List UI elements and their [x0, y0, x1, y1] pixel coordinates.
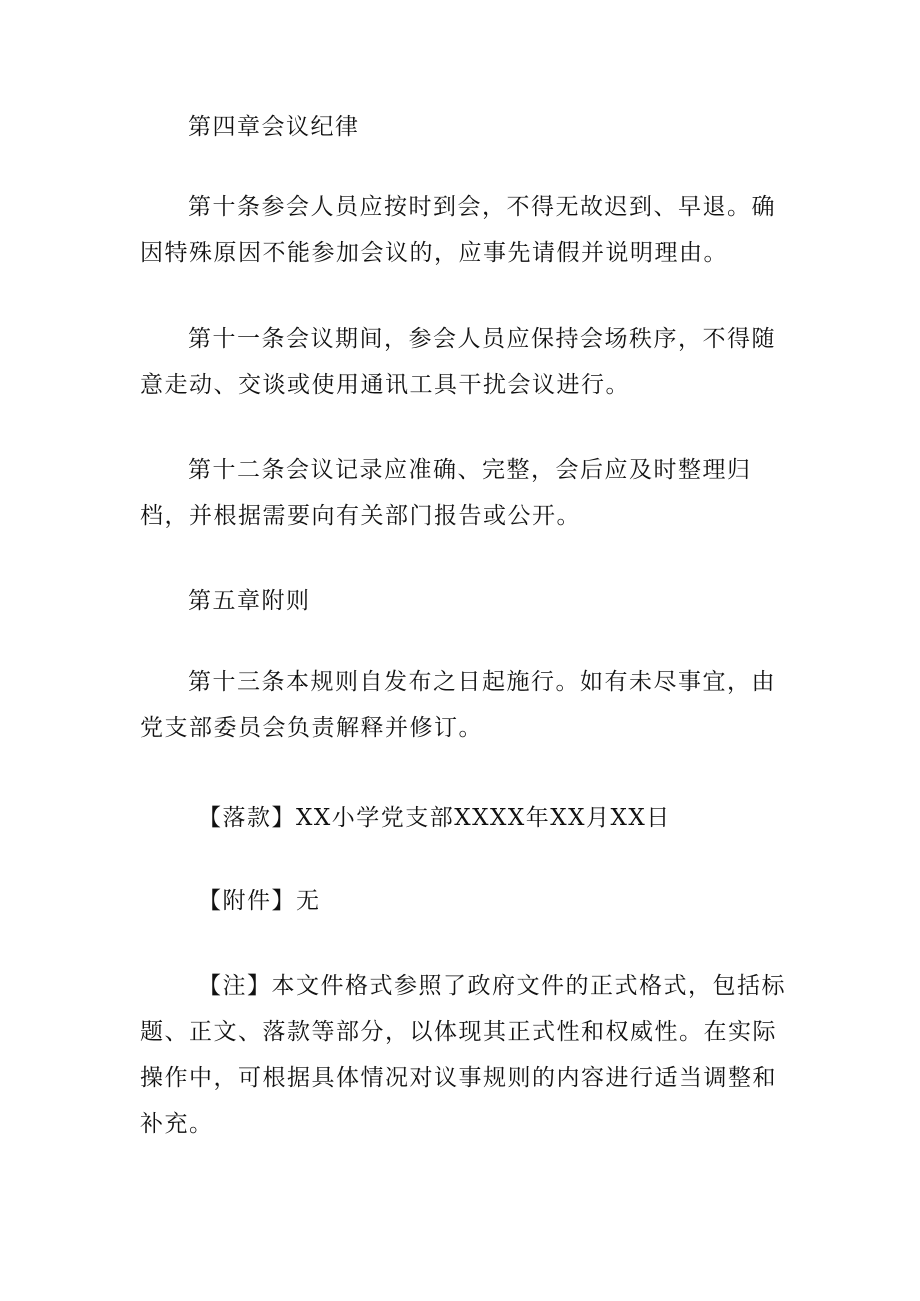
chapter-5-heading: 第五章附则 — [188, 588, 311, 614]
article-11-paragraph: 第十一条会议期间，参会人员应保持会场秩序，不得随意走动、交谈或使用通讯工具干扰会议进行。 — [140, 326, 776, 398]
signature-line: 【落款】XX小学党支部XXXX年XX月XX日 — [198, 805, 671, 831]
attachment-line: 【附件】无 — [198, 888, 321, 914]
note-paragraph: 【注】本文件格式参照了政府文件的正式格式，包括标题、正文、落款等部分，以体现其正式性和权威性。在实际操作中，可根据具体情况对议事规则的内容进行适当调整和补充。 — [140, 973, 786, 1137]
article-10-paragraph: 第十条参会人员应按时到会，不得无故迟到、早退。确因特殊原因不能参加会议的，应事先请假并说明理由。 — [140, 194, 776, 266]
article-12-paragraph: 第十二条会议记录应准确、完整，会后应及时整理归档，并根据需要向有关部门报告或公开。 — [140, 457, 752, 529]
article-13-paragraph: 第十三条本规则自发布之日起施行。如有未尽事宜，由党支部委员会负责解释并修订。 — [140, 669, 776, 741]
chapter-4-heading: 第四章会议纪律 — [188, 114, 360, 140]
